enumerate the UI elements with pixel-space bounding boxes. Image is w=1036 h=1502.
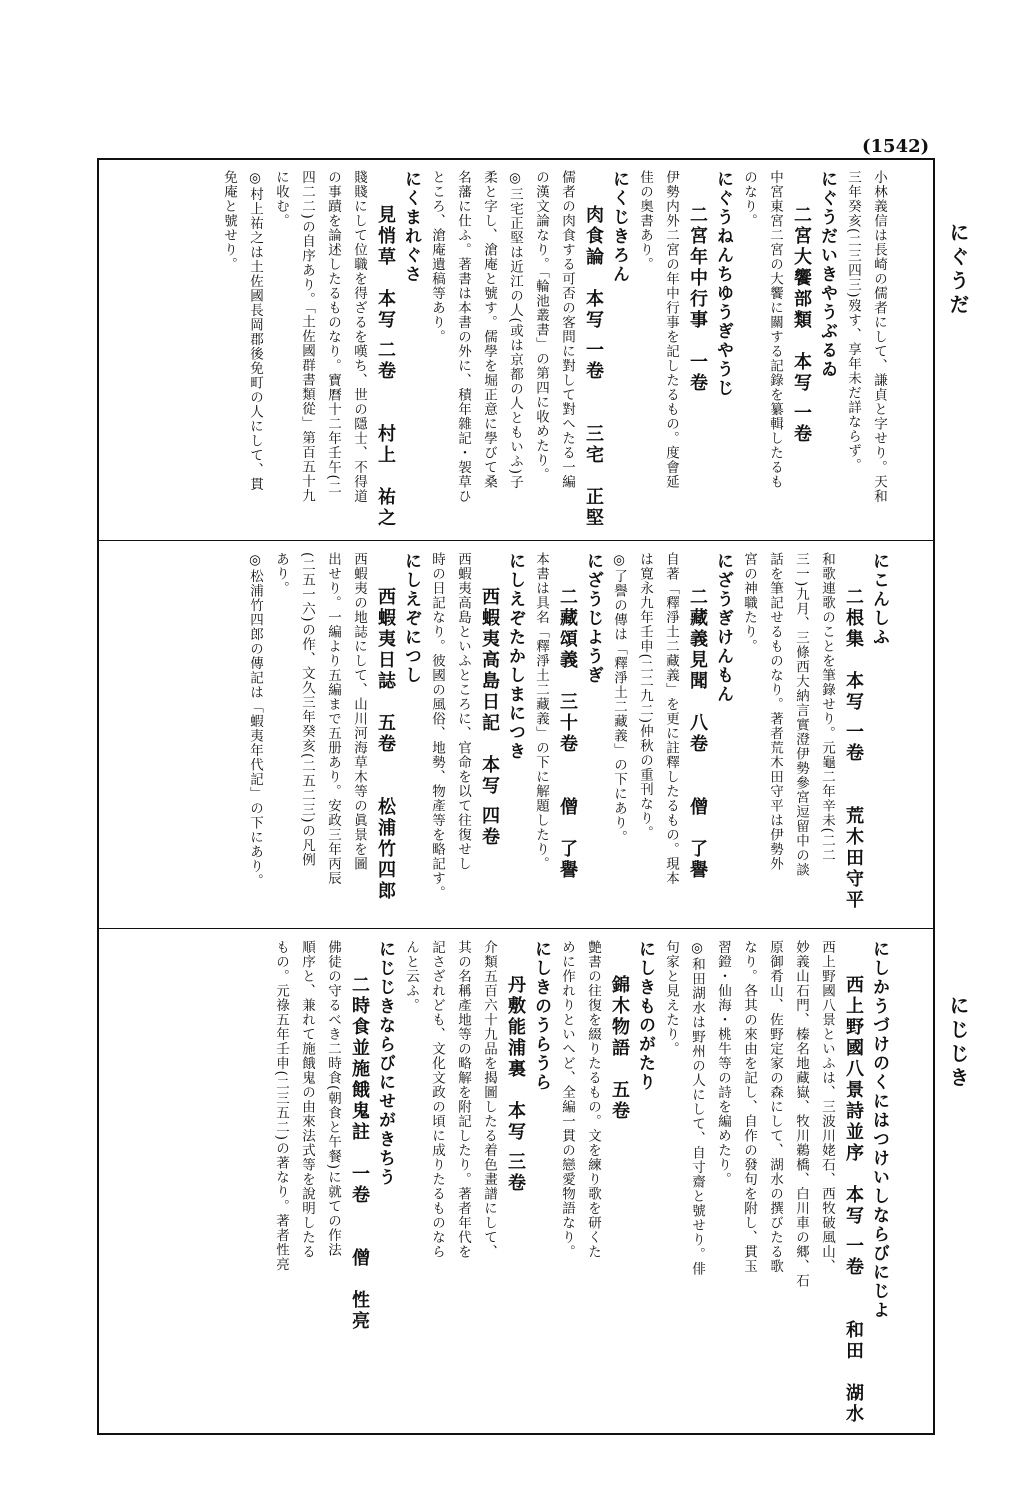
text-line: 時の日記なり。彼國の風俗、地勢、物產等を略記す。: [429, 552, 445, 900]
text-line: ◎了譽の傳は「釋淨土二藏義」の下にあり。: [611, 552, 627, 845]
text-line: ところ、滄庵遺稿等あり。: [429, 170, 445, 344]
text-line: にこんしふ: [869, 552, 889, 647]
text-line: 二藏義見聞 八卷 僧 了譽: [687, 566, 708, 881]
text-line: 二宮大饗部類 本写 一卷: [791, 184, 812, 446]
text-line: に收む。: [273, 170, 289, 228]
text-line: ◎三宅正堅は近江の人(或は京都の人ともいふ)子: [507, 170, 523, 490]
text-line: 西上野國八景詩並序 本写 一卷 和田 湖水: [843, 954, 864, 1426]
text-line: にしきものがたり: [635, 940, 655, 1092]
text-line: 本書は具名「釋淨土二藏義」の下に解題したり。: [533, 552, 549, 871]
text-line: 名藩に仕ふ。著書は本書の外に、積年雜記・袈草ひ: [455, 170, 471, 504]
text-line: にしえぞたかしまにつき: [505, 552, 525, 761]
text-line: 西蝦夷日誌 五卷 松浦竹四郎: [375, 566, 396, 902]
text-line: 中宮東宮二宮の大饗に關する記錄を纂輯したるも: [767, 170, 783, 489]
text-line: 小林義信は長崎の儒者にして、謙貞と字せり。天和: [871, 170, 887, 504]
text-line: にくじきろん: [609, 170, 629, 284]
text-line: あり。: [273, 552, 289, 596]
text-line: 見悄草 本写 二卷 村上 祐之: [375, 184, 396, 530]
text-line: にしきのうらうら: [531, 940, 551, 1092]
header-word-bottom: にじじき: [946, 995, 970, 1091]
section-top: [112, 170, 892, 532]
text-line: 西蝦夷高島日記 本写 四卷: [479, 566, 500, 849]
text-line: 記さざれども、文化文政の頃に成りたるものなら: [429, 940, 445, 1259]
text-line: 柔と字し、滄庵と號す。儒學を堀正意に學びて桑: [481, 170, 497, 489]
text-line: ◎松浦竹四郎の傳記は「蝦夷年代記」の下にあり。: [247, 552, 263, 888]
text-line: 伊勢内外二宮の年中行事を記したるもの。度會延: [663, 170, 679, 489]
text-line: にざうじようぎ: [583, 552, 603, 685]
text-line: の漢文論なり。「輪池叢書」の第四に收めたり。: [533, 170, 549, 483]
text-line: 出せり。一編より五編まで五册あり。安政三年丙辰: [325, 552, 341, 886]
text-line: 三年癸亥(二三四三)歿す、享年未だ詳ならず。: [845, 170, 861, 473]
text-line: は寛永九年壬申(二二九二)仲秋の重刊なり。: [637, 552, 653, 841]
text-line: 二根集 本写 一卷 荒木田守平: [843, 566, 864, 912]
text-line: 二藏頌義 三十卷 僧 了譽: [557, 566, 578, 881]
text-line: 肉食論 本写 一卷 三宅 正堅: [583, 184, 604, 530]
text-line: 賤賤にして位職を得ざるを嘆ち、世の隱士、不得道: [351, 170, 367, 504]
text-line: 話を筆記せるものなり。著者荒木田守平は伊勢外: [767, 552, 783, 871]
text-line: 妙義山石門、榛名地藏嶽、牧川鵜橋、白川車の郷、石: [793, 940, 809, 1288]
text-line: にじじきならびにせがきちう: [375, 940, 395, 1187]
text-line: 佛徒の守るべき二時食(朝食と午餐)に就ての作法: [325, 940, 341, 1258]
text-line: なり。各其の來由を記し、自作の發句を附し、貫玉: [741, 940, 757, 1274]
text-line: 其の名稱產地等の略解を附記したり。著者年代を: [455, 940, 471, 1259]
text-line: 二時食並施餓鬼註 一卷 僧 性亮: [349, 954, 370, 1332]
text-line: 丹敷能浦裏 本写 三卷: [505, 954, 526, 1195]
text-line: 西上野國八景といふは、三波川姥石、西牧破風山、: [819, 940, 835, 1274]
text-line: にぐうだいきやうぶるゐ: [817, 170, 837, 379]
text-line: 和歌連歌のことを筆錄せり。元龜二年辛未(二二: [819, 552, 835, 863]
text-line: にくまれぐさ: [401, 170, 421, 284]
text-line: 三一)九月、三條西大納言實澄伊勢參宮逗留中の談: [793, 552, 809, 878]
text-line: にざうぎけんもん: [713, 552, 733, 704]
text-line: 錦木物語 五卷: [609, 954, 630, 1122]
text-line: にしかうづけのくにはつけいしならびにじよ: [869, 940, 889, 1320]
text-line: んと云ふ。: [403, 940, 419, 1013]
text-line: 四二二)の自序あり。「土佐國群書類從」第百五十九: [299, 170, 315, 504]
text-line: もの。元祿五年壬申(二三五二)の著なり。著者性亮: [273, 940, 289, 1272]
text-line: の事蹟を論述したるものなり。寶曆十二年壬午(二: [325, 170, 341, 496]
text-line: 艶書の往復を綴りたるもの。文を練り歌を研くた: [585, 940, 601, 1259]
section-divider-1: [97, 540, 935, 541]
text-line: 西蝦夷の地誌にして、山川河海草木等の眞景を圖: [351, 552, 367, 871]
text-line: めに作れりといへど、全編一貫の戀愛物語なり。: [559, 940, 575, 1259]
text-line: ◎和田湖水は野州の人にして、自寸齋と號せり。俳: [689, 940, 705, 1276]
text-line: 儒者の肉食する可否の客問に對して對へたる一編: [559, 170, 575, 489]
section-bottom: [112, 940, 892, 1428]
text-line: 句家と見えたり。: [663, 940, 679, 1056]
text-line: 介類五百六十九品を揭圖したる着色畫譜にして、: [481, 940, 497, 1259]
text-line: 西蝦夷高島といふところに、官命を以て往復せし: [455, 552, 471, 871]
header-word-top: にぐうだ: [946, 222, 970, 318]
section-divider-2: [97, 928, 935, 929]
text-line: 自著「釋淨土二藏義」を更に註釋したるもの。現本: [663, 552, 679, 886]
text-line: のなり。: [741, 170, 757, 228]
text-line: 宮の神職たり。: [741, 552, 757, 654]
text-line: 習鐙・仙海・桃牛等の詩を編めたり。: [715, 940, 731, 1187]
text-line: 順序と、兼れて施餓鬼の由來法式等を說明したる: [299, 940, 315, 1259]
text-line: 免庵と號せり。: [221, 170, 237, 272]
text-line: にぐうねんちゆうぎやうじ: [713, 170, 733, 398]
text-line: ◎村上祐之は土佐國長岡郡後免町の人にして、貫: [247, 170, 263, 492]
section-middle: [112, 552, 892, 918]
page-number: (1542): [862, 136, 930, 157]
text-line: にしえぞにつし: [401, 552, 421, 685]
text-line: 佳の奥書あり。: [637, 170, 653, 272]
text-line: (二五一六)の作、文久三年癸亥(二五二三)の凡例: [299, 552, 315, 868]
text-line: 二宮年中行事 一卷: [687, 184, 708, 394]
text-line: 原御肴山、佐野定家の森にして、湖水の撰びたる歌: [767, 940, 783, 1274]
